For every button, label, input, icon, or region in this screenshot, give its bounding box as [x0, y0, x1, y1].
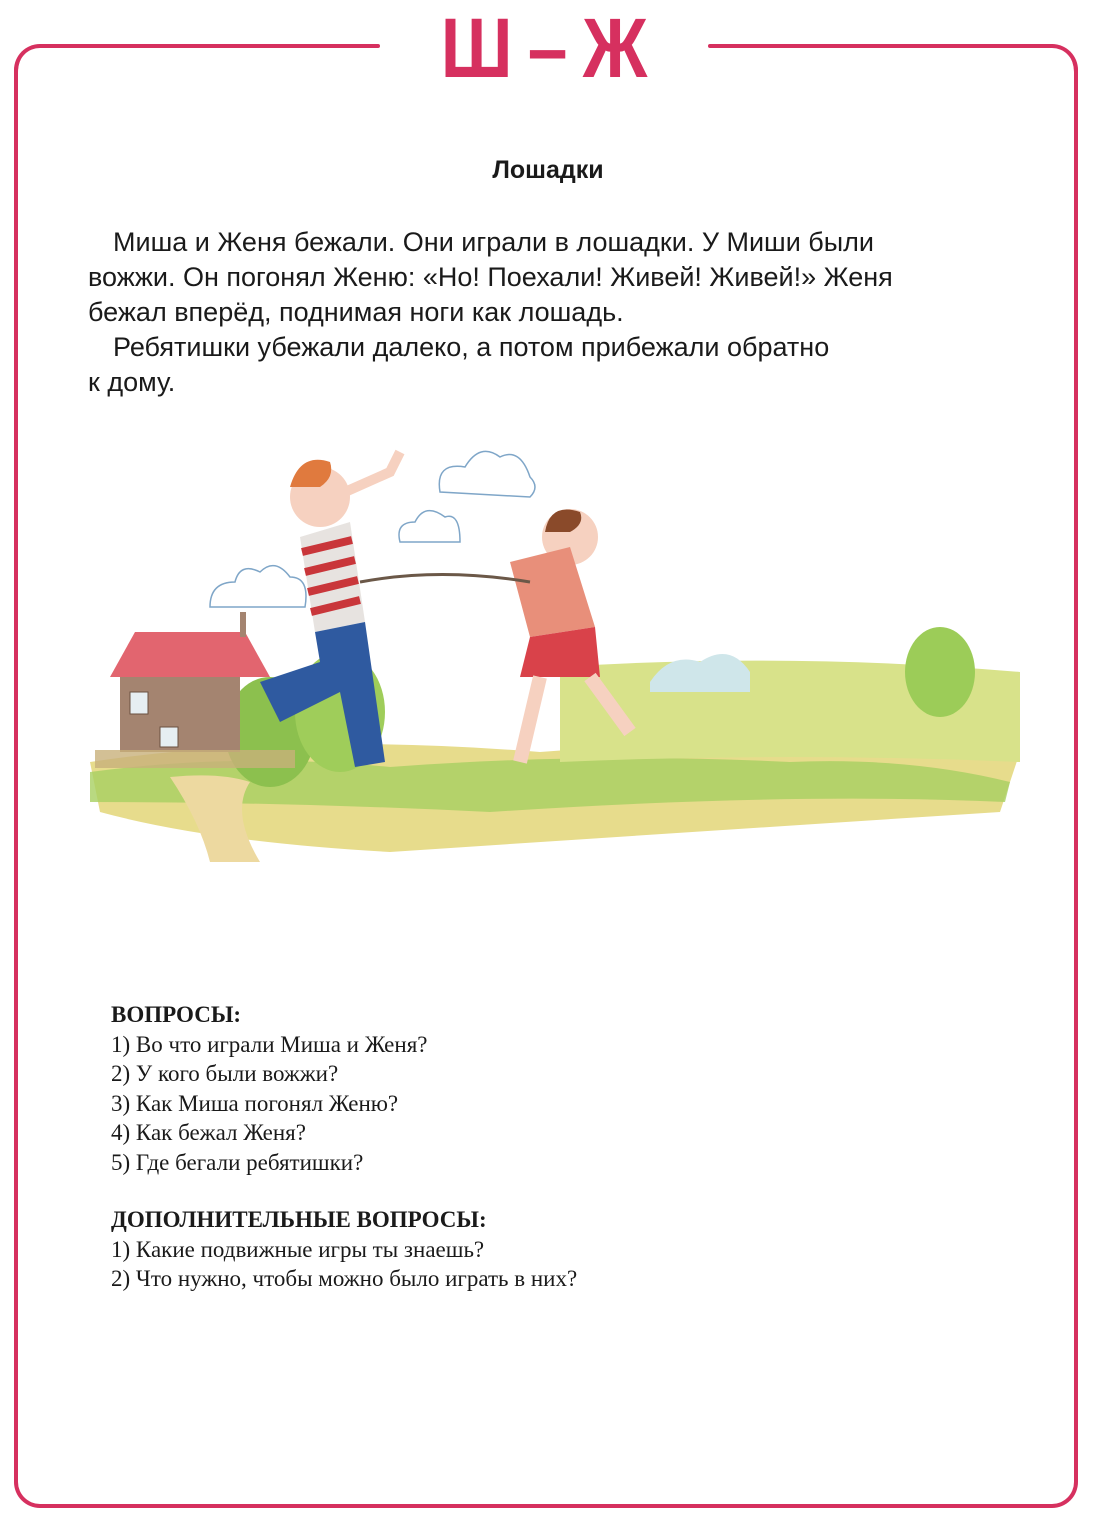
letter-zh: Ж	[582, 0, 648, 95]
questions-heading: ВОПРОСЫ:	[111, 1002, 242, 1027]
story-title: Лошадки	[492, 156, 604, 184]
frame-top-line-right	[708, 44, 1054, 48]
story-line: к дому.	[88, 367, 176, 397]
story-line: вожжи. Он погонял Женю: «Но! Поехали! Живей! Живей!» Женя	[88, 262, 893, 292]
question-item: 1) Во что играли Миша и Женя?	[111, 1031, 428, 1057]
story-line: Миша и Женя бежали. Они играли в лошадки. У Миши были	[113, 227, 874, 257]
letter-sh: Ш	[440, 0, 513, 95]
question-item: 4) Как бежал Женя?	[111, 1120, 306, 1145]
question-item: 3) Как Миша погонял Женю?	[111, 1090, 399, 1116]
questions-section	[111, 1000, 428, 1177]
letters-heading	[411, 0, 676, 95]
letter-dash: –	[527, 0, 568, 95]
question-item: 2) Что нужно, чтобы можно было играть в них?	[111, 1266, 578, 1291]
frame-corner-right	[1048, 44, 1078, 74]
frame-top-line-left	[40, 44, 380, 48]
story-line: Ребятишки убежали далеко, а потом прибежали обратно	[113, 332, 830, 362]
extra-questions-heading: ДОПОЛНИТЕЛЬНЫЕ ВОПРОСЫ:	[111, 1207, 487, 1232]
extra-questions-section	[111, 1205, 577, 1294]
story-text	[88, 225, 1023, 400]
question-item: 5) Где бегали ребятишки?	[111, 1149, 364, 1175]
question-item: 1) Какие подвижные игры ты знаешь?	[111, 1236, 485, 1262]
question-item: 2) У кого были вожжи?	[111, 1061, 339, 1086]
story-line: бежал вперёд, поднимая ноги как лошадь.	[88, 297, 624, 327]
frame-corner-left	[14, 44, 44, 74]
illustration-boys-playing-horses	[90, 432, 1020, 872]
